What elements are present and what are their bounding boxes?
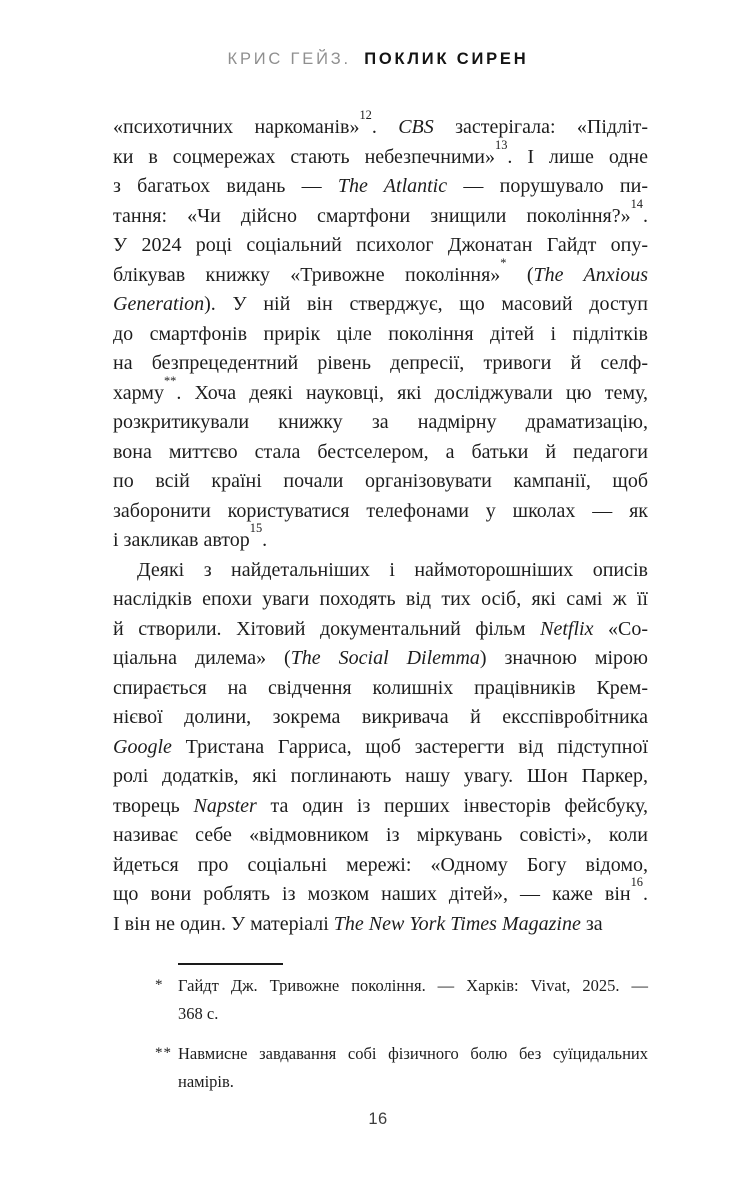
text-line: Навмисне завдавання собі фізичного болю без суїцидальних <box>178 1044 648 1063</box>
text-line: «психотичних наркоманів»$^{12}$. CBS застерігала: «Підліт- <box>113 108 648 138</box>
text-line: розкритикували книжку за надмірну драматизацію, <box>113 411 648 433</box>
footnote-marker: * <box>155 977 164 993</box>
running-head <box>0 50 756 69</box>
body-text <box>113 108 649 939</box>
footnote-reference: 13 <box>495 137 508 152</box>
text-line: ціальна дилема» (The Social Dilemma) значною мірою <box>113 647 648 669</box>
text-line: Google Тристана Гарриса, щоб застерегти від підступної <box>113 735 648 758</box>
text-line: Гайдт Дж. Тривожне покоління. — Харків: Vivat, 2025. — <box>178 976 648 995</box>
text-line: блікував книжку «Тривожне покоління»* (The Anxious <box>113 255 648 286</box>
footnote-reference: 12 <box>359 108 372 123</box>
footnote-reference: ** <box>163 373 177 388</box>
text-line: вона миттєво стала бестселером, а батьки й педагоги <box>113 440 648 463</box>
footnote-reference: 15 <box>249 521 263 536</box>
footnote-separator-rule <box>178 963 283 965</box>
paragraph <box>113 556 648 940</box>
text-line: заборонити користуватися телефонами у школах — як <box>113 499 648 522</box>
footnote <box>113 972 648 1027</box>
text-line: У 2024 році соціальний психолог Джонатан Гайдт опу- <box>113 234 648 256</box>
running-head-author: КРИС ГЕЙЗ. <box>227 50 351 68</box>
text-line: ролі додатків, які поглинають нашу увагу. Шон Паркер, <box>113 765 648 787</box>
footnote-reference: 16 <box>630 875 643 890</box>
text-line: Generation). У ній він стверджує, що масовий доступ <box>113 293 648 315</box>
text-line: І він не один. У матеріалі The New York Times Magazine за <box>113 912 603 935</box>
text-line: творець Napster та один із перших інвесторів фейсбуку, <box>113 794 649 817</box>
text-line: ки в соцмережах стають небезпечними»$^{13}$. І лише одне <box>113 137 648 168</box>
text-line: на безпрецедентний рівень депресії, тривоги й селф- <box>113 352 648 374</box>
running-head-title: ПОКЛИК СИРЕН <box>364 50 529 68</box>
text-line: що вони роблять із мозком наших дітей», — каже він$^{16}$. <box>113 875 648 905</box>
text-line: спирається на свідчення колишніх працівників Крем- <box>113 676 648 699</box>
text-line: харму**. Хоча деякі науковці, які досліджували цю тему, <box>113 373 648 404</box>
text-line: Деякі з найдетальніших і наймоторошніших описів <box>137 558 648 581</box>
footnote-marker: ** <box>155 1045 172 1061</box>
page-number: 16 <box>368 1110 388 1128</box>
text-line: 368 с. <box>178 1003 219 1023</box>
footnote <box>113 1040 648 1095</box>
footnote-reference: 14 <box>630 196 643 211</box>
text-line: і закликав автор$^{15}$. <box>113 521 268 551</box>
paragraph <box>113 108 648 556</box>
text-line: наслідків епохи уваги походять від тих осіб, які самі ж її <box>113 588 648 610</box>
text-line: тання: «Чи дійсно смартфони знищили покоління?»$^{14}$. <box>113 196 648 227</box>
footnote-reference: * <box>500 255 507 270</box>
text-line: по всій країні почали організовувати кампанії, щоб <box>113 470 648 492</box>
footnotes-section <box>113 972 648 1108</box>
text-line: до смартфонів прирік ціле покоління дітей і підлітків <box>113 322 648 345</box>
text-line: нієвої долини, зокрема викривача й ексспівробітника <box>113 706 648 728</box>
text-line: намірів. <box>178 1071 234 1091</box>
text-line: й створили. Хітовий документальний фільм Netflix «Со- <box>113 617 649 640</box>
text-line: називає себе «відмовником із міркувань совісті», коли <box>113 824 648 846</box>
text-line: йдеться про соціальні мережі: «Одному Богу відомо, <box>113 853 648 876</box>
text-line: з багатьох видань — The Atlantic — порушувало пи- <box>113 175 648 197</box>
